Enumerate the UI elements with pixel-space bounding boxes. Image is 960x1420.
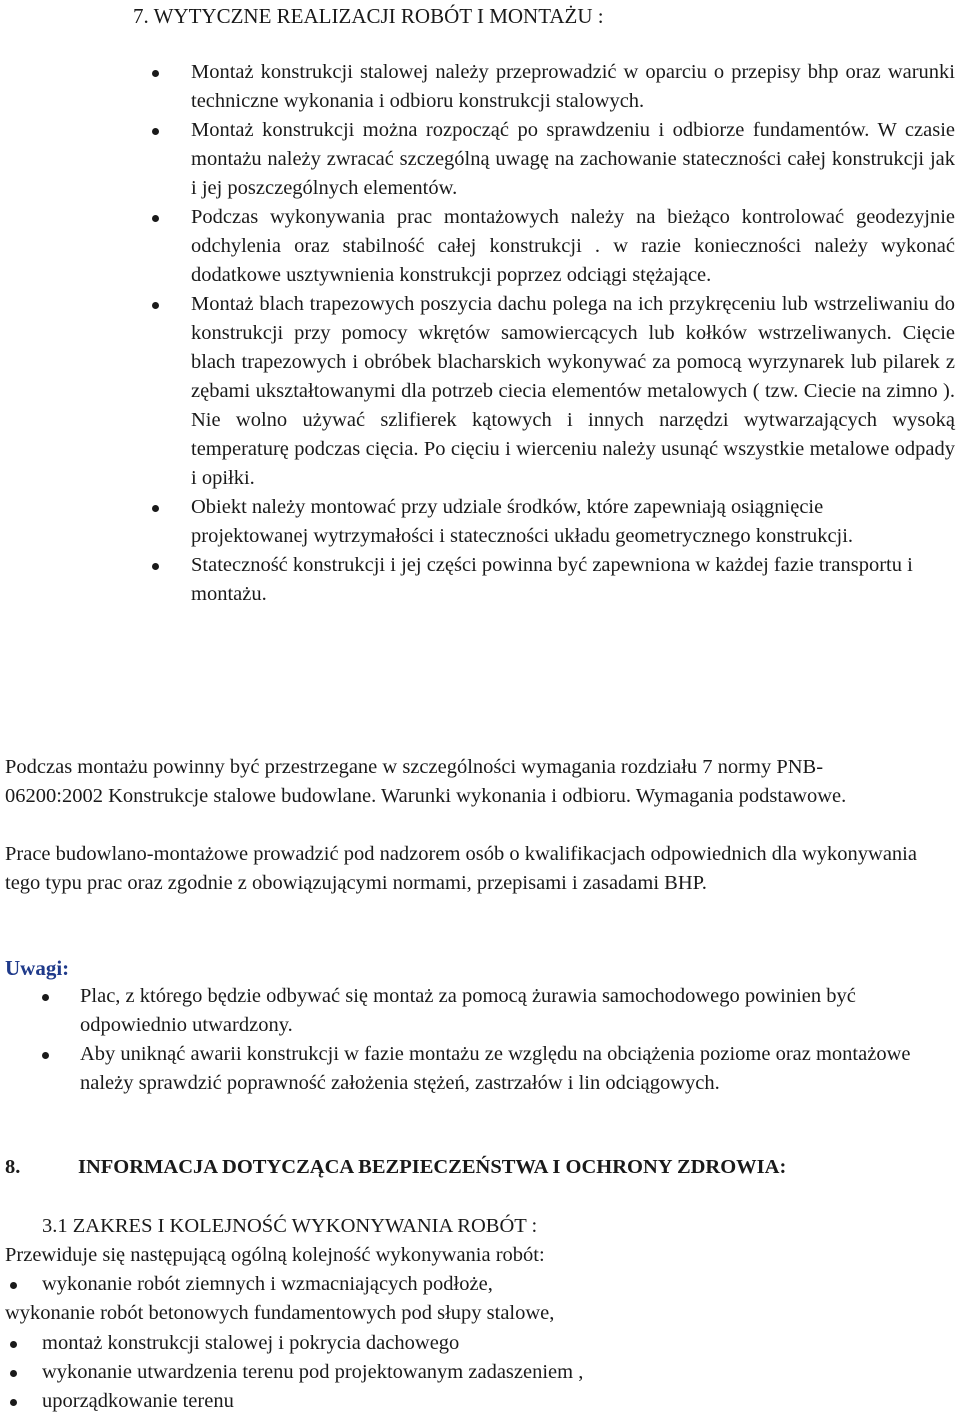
work-order-list-b — [0, 1329, 930, 1416]
section-8-heading — [5, 1153, 786, 1182]
list-item: wykonanie utwardzenia terenu pod projektowanym zadaszeniem , — [0, 1358, 930, 1387]
work-order-intro: Przewiduje się następującą ogólną kolejność wykonywania robót: — [5, 1244, 545, 1266]
uwagi-list — [0, 982, 930, 1098]
norm-paragraph: Podczas montażu powinny być przestrzegane w szczególności wymagania rozdziału 7 normy PNB-06200:2002 Konstrukcje stalowe budowlane. Warunki wykonania i odbioru. Wymagania podstawowe. — [5, 756, 847, 807]
section-3-1-heading: 3.1 ZAKRES I KOLEJNOŚĆ WYKONYWANIA ROBÓT : — [42, 1215, 538, 1237]
stability-note-text: Stateczność konstrukcji i jej części powinna być zapewniona w każdej fazie transportu i montażu. — [191, 554, 913, 605]
list-item: uporządkowanie terenu — [0, 1387, 930, 1416]
uwagi-title: Uwagi: — [5, 956, 70, 980]
supervision-paragraph: Prace budowlano-montażowe prowadzić pod nadzorem osób o kwalifikacjach odpowiednich dla wykonywania tego typu prac oraz zgodnie z obowiązującymi normami, przepisami i zasadami BHP. — [5, 843, 917, 894]
list-item: Podczas wykonywania prac montażowych należy na bieżąco kontrolować geodezyjnie odchylenia oraz stabilność całej konstrukcji . w razie konieczności należy wykonać dodatkowe usztywnienia konstrukcji poprzez odciągi stężające. — [0, 203, 955, 290]
list-item: montaż konstrukcji stalowej i pokrycia dachowego — [0, 1329, 930, 1358]
list-item: Montaż konstrukcji można rozpocząć po sprawdzeniu i odbiorze fundamentów. W czasie montażu należy zwracać szczególną uwagę na zachowanie stateczności całej konstrukcji jak i jej poszczególnych elementów. — [0, 116, 955, 203]
work-order-plain-item: wykonanie robót betonowych fundamentowych pod słupy stalowe, — [5, 1302, 555, 1324]
section-8-title: INFORMACJA DOTYCZĄCA BEZPIECZEŃSTWA I OCHRONY ZDROWIA: — [78, 1156, 787, 1178]
list-item: Aby uniknąć awarii konstrukcji w fazie montażu ze względu na obciążenia poziome oraz montażowe należy sprawdzić poprawność założenia stężeń, zastrzałów i lin odciągowych. — [0, 1040, 930, 1098]
list-item: Montaż blach trapezowych poszycia dachu polega na ich przykręceniu lub wstrzeliwaniu do konstrukcji przy pomocy wkrętów samowiercących lub kołków wstrzeliwanych. Cięcie blach trapezowych i obróbek blacharskich wykonywać za pomocą wyrzynarek lub pilarek z zębami ukształtowanymi dla potrzeb ciecia elementów metalowych ( tzw. Ciecie na zimno ). Nie wolno używać szlifierek kątowych i innych narzędzi wytwarzających wysoką temperaturę podczas cięcia. Po cięciu i wierceniu należy usunąć wszystkie metalowe odpady i opiłki. — [0, 290, 955, 493]
list-item: Obiekt należy montować przy udziale środków, które zapewniają osiągnięcie projektowanej wytrzymałości i stateczności układu geometrycznego konstrukcji. — [0, 493, 955, 551]
list-item: wykonanie robót ziemnych i wzmacniających podłoże, — [0, 1270, 930, 1299]
list-item: Montaż konstrukcji stalowej należy przeprowadzić w oparciu o przepisy bhp oraz warunki techniczne wykonania i odbioru konstrukcji stalowych. — [0, 58, 955, 116]
section-7-heading: 7. WYTYCZNE REALIZACJI ROBÓT I MONTAŻU : — [133, 4, 604, 28]
stability-note — [0, 551, 951, 609]
work-order-list-a — [0, 1270, 930, 1299]
section-8-number: 8. — [5, 1156, 21, 1178]
list-item: Plac, z którego będzie odbywać się montaż za pomocą żurawia samochodowego powinien być odpowiednio utwardzony. — [0, 982, 930, 1040]
section-7-list — [0, 58, 955, 609]
